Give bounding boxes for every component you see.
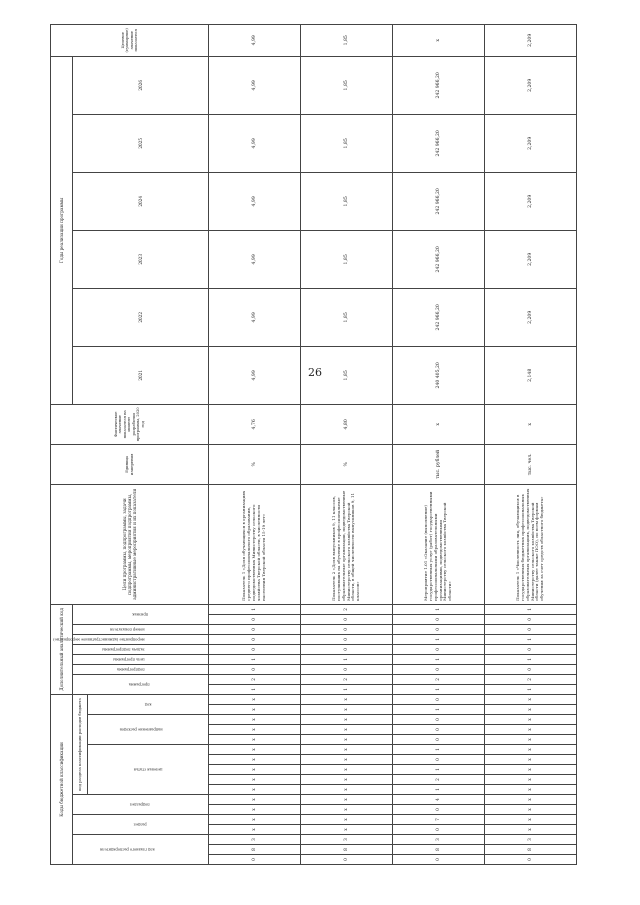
year-value: 1,85 bbox=[301, 346, 393, 404]
code-cell: 0 bbox=[209, 634, 301, 644]
unit-header: Единица измерения bbox=[51, 444, 209, 484]
code-cell: 0 bbox=[485, 855, 577, 865]
code-label-target-article: целевая статья bbox=[88, 745, 209, 795]
code-cell: 8 bbox=[485, 845, 577, 855]
code-cell: х bbox=[209, 755, 301, 765]
row-target: х bbox=[393, 24, 485, 56]
code-cell: х bbox=[485, 735, 577, 745]
code-cell: х bbox=[485, 725, 577, 735]
table-row bbox=[393, 24, 485, 864]
code-cell: х bbox=[301, 715, 393, 725]
code-cell: х bbox=[301, 694, 393, 704]
row-fact: 4,80 bbox=[301, 404, 393, 444]
code-cell: х bbox=[301, 725, 393, 735]
code-cell: х bbox=[485, 765, 577, 775]
code-cell: 8 bbox=[393, 845, 485, 855]
code-cell: х bbox=[485, 715, 577, 725]
code-cell: х bbox=[209, 815, 301, 825]
code-cell: 2 bbox=[301, 674, 393, 684]
code-cell: 3 bbox=[485, 835, 577, 845]
year-2026-header: 2026 bbox=[73, 56, 209, 114]
year-value: 4,99 bbox=[209, 172, 301, 230]
code-cell: 3 bbox=[393, 835, 485, 845]
code-cell: 2 bbox=[301, 604, 393, 614]
code-cell: х bbox=[301, 755, 393, 765]
year-value: 2,209 bbox=[485, 56, 577, 114]
code-cell: 1 bbox=[301, 654, 393, 664]
code-cell: х bbox=[209, 725, 301, 735]
code-cell: 4 bbox=[393, 795, 485, 805]
code-cell: 1 bbox=[209, 684, 301, 694]
code-cell: х bbox=[209, 775, 301, 785]
code-cell: 2 bbox=[485, 674, 577, 684]
target-header: Целевое (суммарное) значение показателя bbox=[51, 24, 209, 56]
code-label-subprogram: подпрограмма bbox=[73, 664, 209, 674]
code-label-sign: признак bbox=[73, 604, 209, 624]
year-value: 2,209 bbox=[485, 230, 577, 288]
code-cell: х bbox=[485, 775, 577, 785]
code-cell: 0 bbox=[393, 805, 485, 815]
code-cell: х bbox=[209, 825, 301, 835]
code-cell: х bbox=[209, 795, 301, 805]
code-cell: х bbox=[209, 785, 301, 795]
code-cell: 1 bbox=[393, 654, 485, 664]
year-2023-header: 2023 bbox=[73, 230, 209, 288]
row-fact: х bbox=[393, 404, 485, 444]
row-name: Показатель 1 «Численность лиц, обучающихся в государственных бюджетных профессиональных образовательных организациях, подведомственных Министерству сельского хозяйства Тверской области (далее также ПОО), по всем формам обучения за счет средств областного бюджета» bbox=[485, 484, 577, 604]
code-cell: 1 bbox=[209, 654, 301, 664]
goals-header: Цели программы, подпрограммы, задачи подпрограммы, мероприятия подпрограммы, административные мероприятия и их показатели bbox=[51, 484, 209, 604]
code-cell: х bbox=[209, 715, 301, 725]
code-cell: 0 bbox=[209, 644, 301, 654]
code-cell: 0 bbox=[209, 624, 301, 634]
code-cell: 0 bbox=[485, 664, 577, 674]
year-value: 1,85 bbox=[301, 230, 393, 288]
year-value: 242 966,20 bbox=[393, 230, 485, 288]
year-value: 1,85 bbox=[301, 56, 393, 114]
year-value: 2,209 bbox=[485, 114, 577, 172]
code-cell: х bbox=[301, 775, 393, 785]
code-cell: х bbox=[301, 815, 393, 825]
code-cell: 0 bbox=[301, 664, 393, 674]
code-label-subsection: подраздел bbox=[73, 795, 209, 815]
code-cell: 0 bbox=[393, 755, 485, 765]
code-cell: х bbox=[209, 705, 301, 715]
expense-code-header: код раздела классификации расходов бюджета bbox=[73, 694, 88, 794]
budget-table-sheet bbox=[50, 28, 550, 865]
code-cell: 0 bbox=[209, 855, 301, 865]
row-unit: % bbox=[209, 444, 301, 484]
code-cell: х bbox=[301, 785, 393, 795]
year-value: 242 966,20 bbox=[393, 172, 485, 230]
year-value: 2,209 bbox=[485, 172, 577, 230]
year-2021-header: 2021 bbox=[73, 346, 209, 404]
table-row bbox=[301, 24, 393, 864]
year-value: 240 405,20 bbox=[393, 346, 485, 404]
year-value: 4,99 bbox=[209, 230, 301, 288]
code-cell: х bbox=[209, 694, 301, 704]
row-target: 2,209 bbox=[485, 24, 577, 56]
code-cell: х bbox=[485, 805, 577, 815]
row-unit: % bbox=[301, 444, 393, 484]
row-fact: х bbox=[485, 404, 577, 444]
year-2024-header: 2024 bbox=[73, 172, 209, 230]
code-cell: х bbox=[485, 795, 577, 805]
row-fact: 4,76 bbox=[209, 404, 301, 444]
code-cell: 0 bbox=[485, 614, 577, 624]
table-row bbox=[209, 24, 301, 864]
year-value: 1,85 bbox=[301, 114, 393, 172]
code-cell: 8 bbox=[209, 845, 301, 855]
year-value: 2,148 bbox=[485, 346, 577, 404]
year-value: 4,99 bbox=[209, 114, 301, 172]
code-cell: 1 bbox=[209, 604, 301, 614]
table-body bbox=[209, 24, 577, 864]
year-value: 2,209 bbox=[485, 288, 577, 346]
budget-codes-header: Коды бюджетной классификации bbox=[51, 694, 73, 864]
code-cell: 0 bbox=[393, 715, 485, 725]
code-cell: 8 bbox=[301, 845, 393, 855]
code-label-goal: цель программы bbox=[73, 654, 209, 664]
code-cell: 1 bbox=[393, 684, 485, 694]
row-unit: тыс. чел. bbox=[485, 444, 577, 484]
year-value: 242 966,20 bbox=[393, 56, 485, 114]
row-target: 1,85 bbox=[301, 24, 393, 56]
code-cell: х bbox=[209, 745, 301, 755]
code-cell: х bbox=[301, 765, 393, 775]
code-cell: 0 bbox=[393, 644, 485, 654]
code-label-expense-direction: направление расходов bbox=[88, 715, 209, 745]
code-cell: х bbox=[301, 745, 393, 755]
code-cell: 0 bbox=[393, 725, 485, 735]
code-cell: 1 bbox=[485, 684, 577, 694]
code-cell: 0 bbox=[301, 614, 393, 624]
code-cell: 1 bbox=[485, 604, 577, 614]
code-cell: 2 bbox=[393, 674, 485, 684]
code-cell: х bbox=[485, 815, 577, 825]
code-cell: 1 bbox=[393, 705, 485, 715]
row-name: Показатель 1 «Доля обучающихся в организациях среднего профессионального образования, подведомственных Министерству сельского хозяйства Тверской области, в численности населения Тверской области 15-19 лет» bbox=[209, 484, 301, 604]
budget-table bbox=[50, 24, 577, 865]
year-2025-header: 2025 bbox=[73, 114, 209, 172]
code-cell: 3 bbox=[301, 835, 393, 845]
row-name: Мероприятие 1.01 «Оказание (выполнение) государственных услуг (работ) государственными профессиональными образовательными организациями, подведомственными Министерству сельского хозяйства Тверской области» bbox=[393, 484, 485, 604]
code-label-number: номер показателя bbox=[73, 624, 209, 634]
code-cell: х bbox=[485, 825, 577, 835]
year-value: 4,99 bbox=[209, 288, 301, 346]
code-label-code: код bbox=[88, 694, 209, 714]
code-cell: х bbox=[301, 705, 393, 715]
code-label-ministry: код главного распорядителя bbox=[73, 835, 209, 865]
extra-codes-header: Дополнительный аналитический код bbox=[51, 604, 73, 694]
code-cell: 0 bbox=[393, 825, 485, 835]
code-cell: 1 bbox=[485, 654, 577, 664]
year-value: 4,99 bbox=[209, 56, 301, 114]
year-value: 242 966,20 bbox=[393, 114, 485, 172]
code-cell: х bbox=[485, 705, 577, 715]
code-cell: 1 bbox=[393, 765, 485, 775]
row-unit: тыс. рублей bbox=[393, 444, 485, 484]
code-label-program: программа bbox=[73, 674, 209, 694]
code-cell: х bbox=[485, 694, 577, 704]
row-target: 4,99 bbox=[209, 24, 301, 56]
code-cell: 0 bbox=[209, 664, 301, 674]
code-cell: 0 bbox=[393, 855, 485, 865]
code-cell: 1 bbox=[393, 634, 485, 644]
code-cell: 0 bbox=[209, 614, 301, 624]
code-label-task: задача подпрограммы bbox=[73, 644, 209, 654]
code-cell: х bbox=[485, 755, 577, 765]
years-header: Годы реализации программы bbox=[51, 56, 73, 404]
fact-header: Фактическое значение показателя на момент разработки программы, 2020 год bbox=[51, 404, 209, 444]
table-row bbox=[485, 24, 577, 864]
code-cell: 3 bbox=[209, 835, 301, 845]
code-label-section: раздел bbox=[73, 815, 209, 835]
year-2022-header: 2022 bbox=[73, 288, 209, 346]
code-cell: х bbox=[301, 795, 393, 805]
code-cell: 2 bbox=[393, 775, 485, 785]
code-cell: 1 bbox=[301, 684, 393, 694]
code-cell: 0 bbox=[393, 614, 485, 624]
code-cell: 2 bbox=[209, 674, 301, 684]
year-value: 4,99 bbox=[209, 346, 301, 404]
code-cell: 7 bbox=[393, 815, 485, 825]
code-cell: х bbox=[209, 765, 301, 775]
code-cell: 1 bbox=[485, 634, 577, 644]
code-cell: х bbox=[301, 735, 393, 745]
code-cell: 1 bbox=[393, 785, 485, 795]
code-cell: 0 bbox=[485, 624, 577, 634]
code-cell: х bbox=[301, 805, 393, 815]
code-cell: 0 bbox=[301, 634, 393, 644]
code-label-measure: мероприятие (административное мероприятие) bbox=[73, 634, 209, 644]
code-cell: 1 bbox=[393, 604, 485, 614]
code-cell: 1 bbox=[393, 745, 485, 755]
page-number: 26 bbox=[308, 366, 322, 379]
year-value: 1,85 bbox=[301, 172, 393, 230]
code-cell: х bbox=[209, 805, 301, 815]
code-cell: х bbox=[485, 785, 577, 795]
code-cell: 0 bbox=[301, 644, 393, 654]
code-cell: х bbox=[209, 735, 301, 745]
code-cell: х bbox=[485, 745, 577, 755]
year-value: 1,85 bbox=[301, 288, 393, 346]
code-cell: 0 bbox=[393, 694, 485, 704]
year-value: 242 966,20 bbox=[393, 288, 485, 346]
code-cell: 0 bbox=[393, 624, 485, 634]
code-cell: х bbox=[301, 825, 393, 835]
code-cell: 0 bbox=[393, 664, 485, 674]
row-name: Показатель 2 «Доля выпускников 9, 11 классов, поступивших на обучение в профессиональные образовательные организации, подведомственные Министерству сельского хозяйства Тверской области, в общей численности выпускников 9, 11 классов» bbox=[301, 484, 393, 604]
code-cell: 0 bbox=[393, 735, 485, 745]
code-cell: 0 bbox=[301, 624, 393, 634]
code-cell: 0 bbox=[485, 644, 577, 654]
code-cell: 0 bbox=[301, 855, 393, 865]
